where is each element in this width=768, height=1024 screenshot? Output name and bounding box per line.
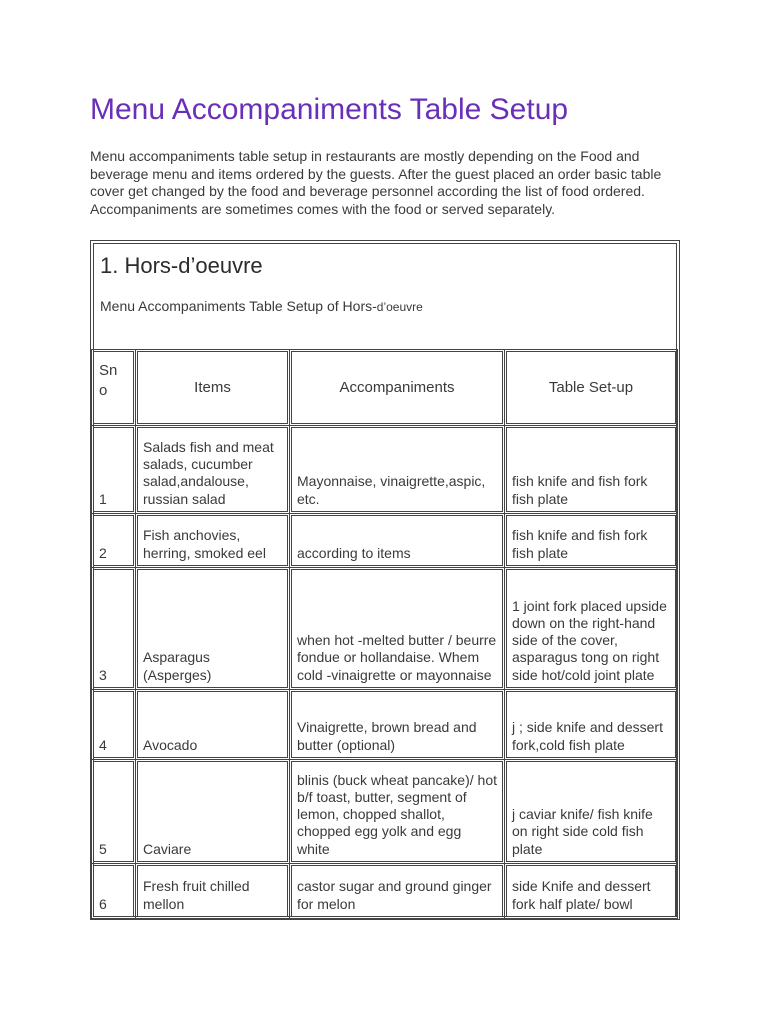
header-setup: Table Set-up: [548, 378, 634, 396]
cell-sno: 2: [99, 544, 107, 561]
header-sno: Sn o: [99, 362, 118, 399]
cell-item: Fish anchovies, herring, smoked eel: [143, 527, 266, 561]
cell-sno: 5: [99, 840, 107, 857]
cell-setup: j caviar knife/ fish knife on right side cold fish plate: [512, 806, 653, 857]
cell-sno: 6: [99, 895, 107, 912]
cell-item: Asparagus (Asperges): [143, 649, 212, 683]
cell-accompaniments: Mayonnaise, vinaigrette,aspic, etc.: [297, 473, 486, 507]
cell-accompaniments: Vinaigrette, brown bread and butter (optional): [297, 719, 477, 753]
cell-sno: 3: [99, 666, 107, 683]
cell-accompaniments: when hot -melted butter / beurre fondue or hollandaise. Whem cold -vinaigrette or mayonnaise: [297, 632, 497, 683]
cell-setup: fish knife and fish fork fish plate: [512, 527, 648, 561]
cell-item: Caviare: [143, 840, 192, 857]
cell-setup: side Knife and dessert fork half plate/ bowl: [512, 878, 651, 912]
cell-item: Salads fish and meat salads, cucumber salad,andalouse, russian salad: [143, 438, 274, 507]
intro-paragraph: Menu accompaniments table setup in restaurants are mostly depending on the Food and beverage menu and items ordered by the guests. After the guest placed an order basic table cover get changed by the food and beverage personnel according the list of food ordered. Accompaniments are sometimes comes with the food or served separately.: [90, 148, 662, 217]
cell-item: Avocado: [143, 736, 198, 753]
section-subtitle: [100, 298, 423, 316]
header-accompaniments: Accompaniments: [339, 378, 455, 396]
cell-accompaniments: castor sugar and ground ginger for melon: [297, 878, 492, 912]
page-title: Menu Accompaniments Table Setup: [90, 93, 569, 126]
header-item: Items: [194, 378, 231, 396]
section-heading: 1. Hors-d’oeuvre: [100, 253, 263, 278]
cell-setup: 1 joint fork placed upside down on the right-hand side of the cover, asparagus tong on right side hot/cold joint plate: [512, 597, 667, 683]
cell-item: Fresh fruit chilled mellon: [143, 878, 250, 912]
cell-accompaniments: blinis (buck wheat pancake)/ hot b/f toast, butter, segment of lemon, chopped shallot, chopped egg yolk and egg white: [297, 771, 497, 857]
section-subtitle-main: Menu Accompaniments Table Setup of Hors-: [100, 298, 377, 314]
section-subtitle-tail: d’oeuvre: [376, 300, 423, 314]
cell-setup: j ; side knife and dessert fork,cold fish plate: [512, 719, 663, 753]
cell-sno: 1: [99, 490, 107, 507]
cell-accompaniments: according to items: [297, 544, 411, 561]
cell-sno: 4: [99, 736, 107, 753]
cell-setup: fish knife and fish fork fish plate: [512, 473, 648, 507]
